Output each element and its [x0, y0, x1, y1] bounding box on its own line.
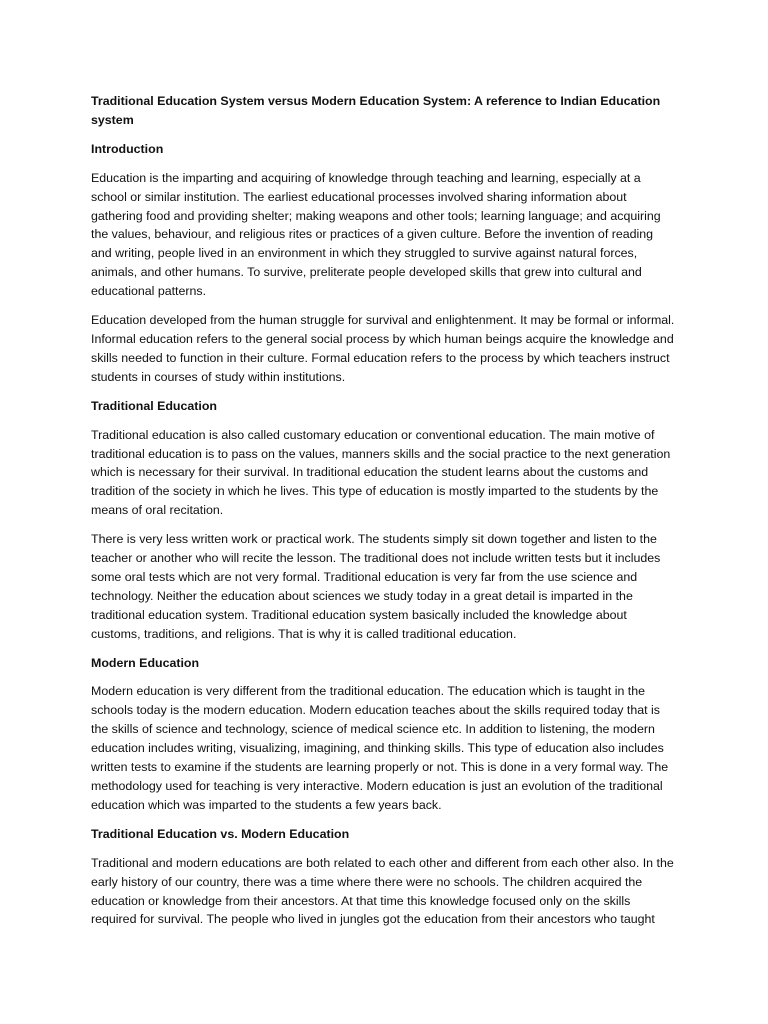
paragraph: Modern education is very different from the traditional education. The education which is taught in the schools today is the modern education. Modern education teaches about the skills required today that is the skills of science and technology, science of medical science etc. In addition to listening, the modern education includes writing, visualizing, imagining, and thinking skills. This type of education also includes written tests to examine if the students are learning properly or not. This is done in a very formal way. The methodology used for teaching is very interactive. Modern education is just an evolution of the traditional education which was imparted to the students a few years back. — [91, 684, 669, 812]
section-heading-modern-education: Modern Education — [91, 655, 200, 670]
paragraph: Traditional and modern educations are both related to each other and different from each other also. In the early history of our country, there was a time where there were no schools. The children acquired the education or knowledge from their ancestors. At that time this knowledge focused only on the skills required for survival. The people who lived in jungles got the education from their ancestors who taught — [91, 855, 674, 927]
paragraph: Education developed from the human struggle for survival and enlightenment. It may be formal or informal. Informal education refers to the general social process by which human beings acquire the knowledge and skills needed to function in their culture. Formal education refers to the process by which teachers instruct students in courses of study within institutions. — [91, 313, 675, 384]
paragraph: Education is the imparting and acquiring of knowledge through teaching and learning, especially at a school or similar institution. The earliest educational processes involved sharing information about gathering food and providing shelter; making weapons and other tools; learning language; and acquiring the values, behaviour, and religious rites or practices of a given culture. Before the invention of reading and writing, people lived in an environment in which they struggled to survive against natural forces, animals, and other humans. To survive, preliterate people developed skills that grew into cultural and educational patterns. — [91, 170, 661, 299]
document-title: Traditional Education System versus Modern Education System: A reference to Indian Education system — [91, 94, 661, 127]
section-heading-traditional-education: Traditional Education — [91, 398, 217, 413]
section-heading-comparison: Traditional Education vs. Modern Education — [91, 826, 350, 841]
document-page — [91, 92, 677, 939]
paragraph: There is very less written work or practical work. The students simply sit down together and listen to the teacher or another who will recite the lesson. The traditional does not include written tests but it includes some oral tests which are not very formal. Traditional education is very far from the use science and technology. Neither the education about sciences we study today in a great detail is imparted in the traditional education system. Traditional education system basically included the knowledge about customs, traditions, and religions. That is why it is called traditional education. — [91, 532, 661, 641]
paragraph: Traditional education is also called customary education or conventional education. The main motive of traditional education is to pass on the values, manners skills and the social practice to the next generation which is necessary for their survival. In traditional education the student learns about the customs and tradition of the society in which he lives. This type of education is mostly imparted to the students by the means of oral recitation. — [91, 427, 671, 518]
section-heading-introduction: Introduction — [91, 141, 164, 156]
